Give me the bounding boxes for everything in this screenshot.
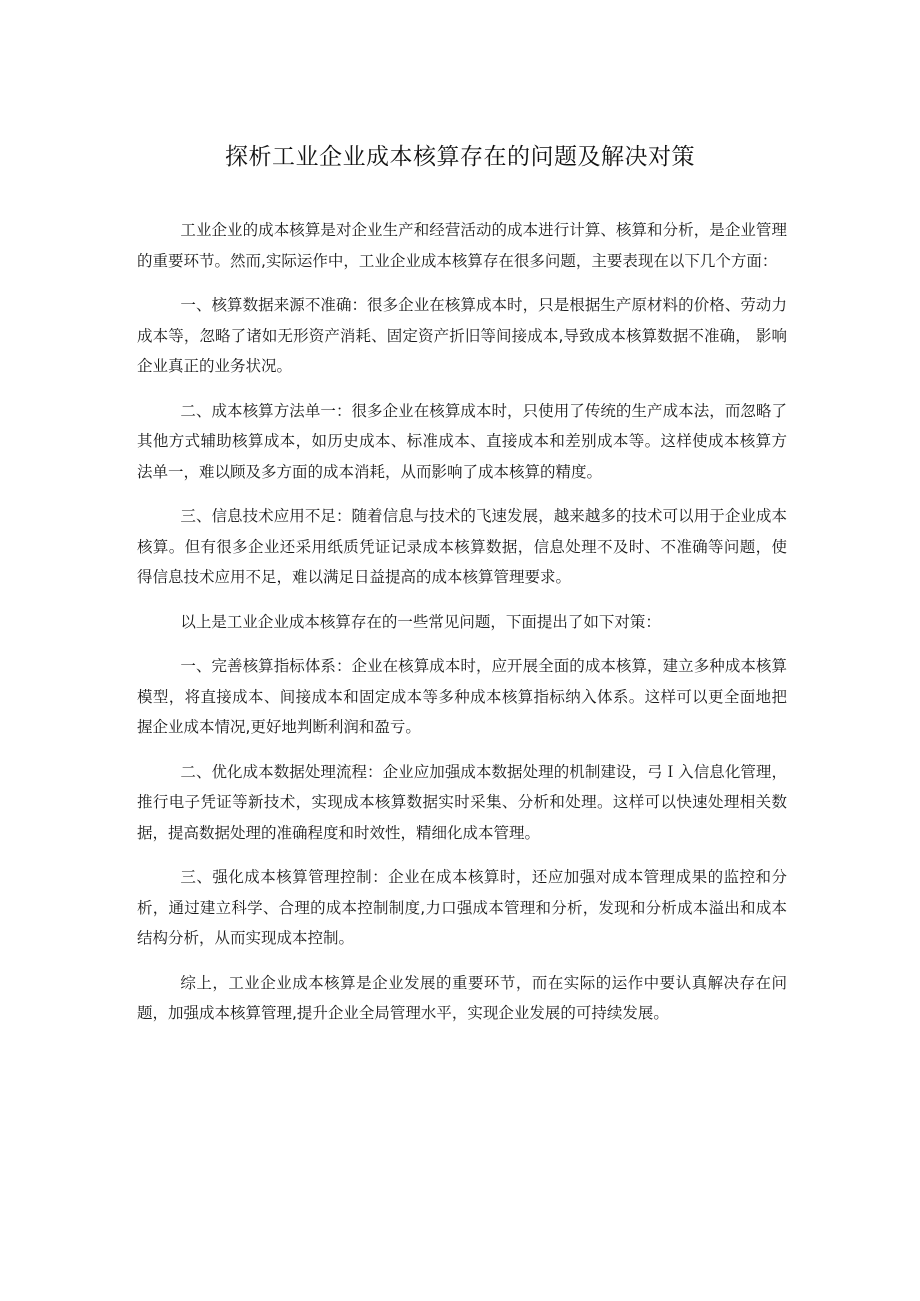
paragraph-solution-1: 一、完善核算指标体系：企业在核算成本时，应开展全面的成本核算，建立多种成本核算模型，将直接成本、间接成本和固定成本等多种成本核算指标纳入体系。这样可以更全面地把握企业成本情况,更好地判断利润和盈亏。 <box>137 657 787 736</box>
paragraph-transition: 以上是工业企业成本核算存在的一些常见问题，下面提出了如下对策： <box>180 612 661 631</box>
paragraph-problem-2: 二、成本核算方法单一：很多企业在核算成本时，只使用了传统的生产成本法，而忽略了其他方式辅助核算成本，如历史成本、标准成本、直接成本和差别成本等。这样使成本核算方法单一，难以顾及多方面的成本消耗，从而影响了成本核算的精度。 <box>137 401 787 481</box>
paragraph-solution-2: 二、优化成本数据处理流程：企业应加强成本数据处理的机制建设，弓Ｉ入信息化管理，推行电子凭证等新技术，实现成本核算数据实时采集、分析和处理。这样可以快速处理相关数据，提高数据处理的准确程度和时效性，精细化成本管理。 <box>137 762 787 842</box>
paragraph-problem-3: 三、信息技术应用不足：随着信息与技术的飞速发展，越来越多的技术可以用于企业成本核算。但有很多企业还采用纸质凭证记录成本核算数据，信息处理不及时、不准确等问题，使得信息技术应用不足，难以满足日益提高的成本核算管理要求。 <box>137 507 787 586</box>
paragraph-solution-3: 三、强化成本核算管理控制：企业在成本核算时，还应加强对成本管理成果的监控和分析，通过建立科学、合理的成本控制制度,力口强成本管理和分析，发现和分析成本溢出和成本结构分析，从而实现成本控制。 <box>137 868 787 947</box>
paragraph-problem-1: 一、核算数据来源不准确：很多企业在核算成本时，只是根据生产原材料的价格、劳动力成本等，忽略了诸如无形资产消耗、固定资产折旧等间接成本,导致成本核算数据不准确， 影响企业真正的业务状况。 <box>137 296 787 375</box>
paragraph-intro: 工业企业的成本核算是对企业生产和经营活动的成本进行计算、核算和分析，是企业管理的重要环节。然而,实际运作中，工业企业成本核算存在很多问题，主要表现在以下几个方面： <box>137 221 787 270</box>
document-body <box>137 215 787 1043</box>
document-title: 探析工业企业成本核算存在的问题及解决对策 <box>225 144 695 170</box>
paragraph-conclusion: 综上，工业企业成本核算是企业发展的重要环节，而在实际的运作中要认真解决存在问题，加强成本核算管理,提升企业全局管理水平，实现企业发展的可持续发展。 <box>137 973 787 1022</box>
